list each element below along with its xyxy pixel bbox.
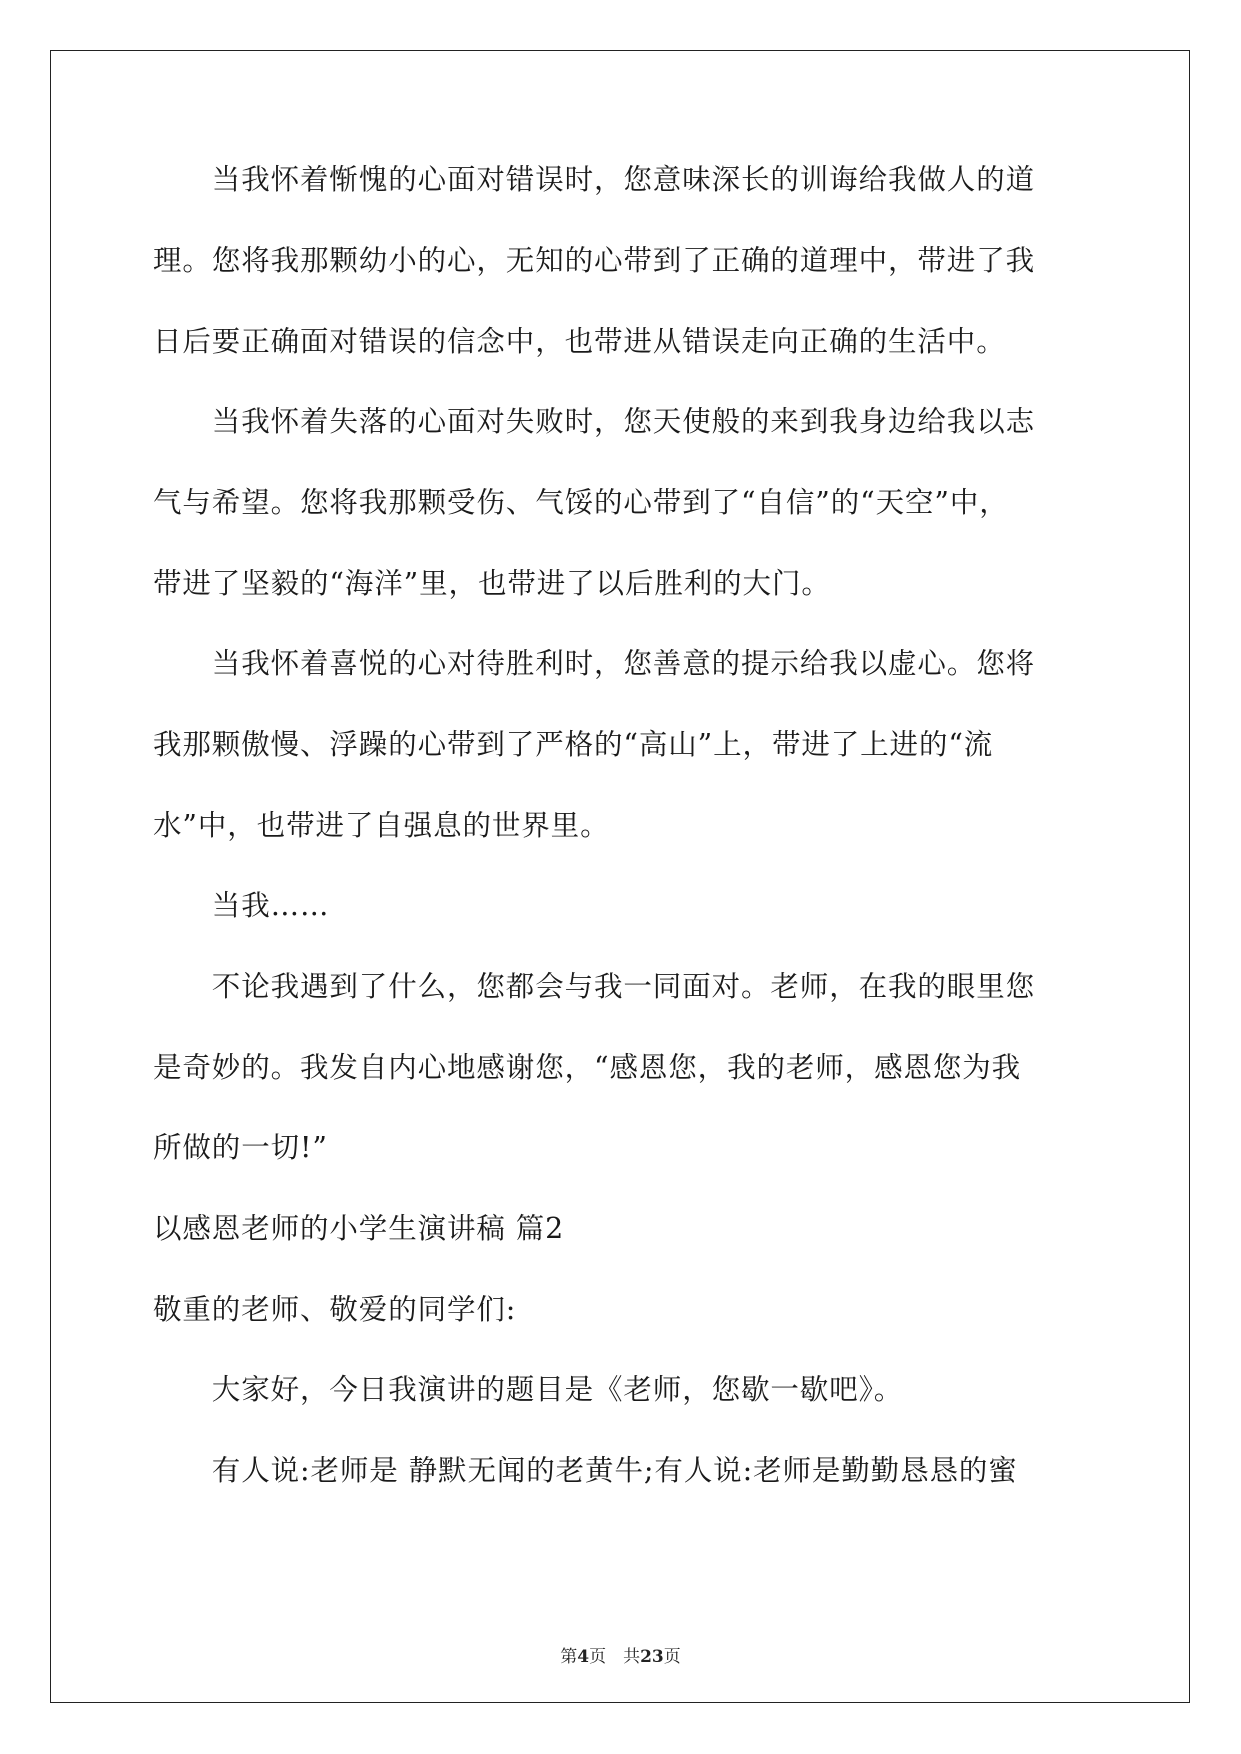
text-line: 是奇妙的。我发自内心地感谢您，“感恩您，我的老师，感恩您为我 bbox=[153, 1051, 1022, 1084]
section-heading: 以感恩老师的小学生演讲稿 篇2 bbox=[153, 1212, 565, 1245]
page-number-footer bbox=[0, 1645, 1241, 1669]
text-line: 当我怀着失落的心面对失败时，您天使般的来到我身边给我以志 bbox=[153, 405, 1036, 438]
text-line: 当我怀着喜悦的心对待胜利时，您善意的提示给我以虚心。您将 bbox=[153, 647, 1036, 680]
text-line: 理。您将我那颗幼小的心，无知的心带到了正确的道理中，带进了我 bbox=[153, 244, 1036, 277]
text-line: 当我怀着惭愧的心面对错误时，您意味深长的训诲给我做人的道 bbox=[153, 163, 1036, 196]
page-suffix: 页 bbox=[663, 1647, 681, 1667]
text-line: 水”中，也带进了自强息的世界里。 bbox=[153, 809, 610, 842]
page-prefix: 第 bbox=[560, 1647, 578, 1667]
text-line: 气与希望。您将我那颗受伤、气馁的心带到了“自信”的“天空”中， bbox=[153, 486, 1009, 519]
text-line: 当我…… bbox=[153, 889, 330, 922]
text-line: 有人说:老师是 静默无闻的老黄牛;有人说:老师是勤勤恳恳的蜜 bbox=[153, 1454, 1018, 1487]
text-line: 大家好，今日我演讲的题目是《老师，您歇一歇吧》。 bbox=[153, 1373, 904, 1406]
text-line: 所做的一切!” bbox=[153, 1131, 328, 1164]
text-line: 我那颗傲慢、浮躁的心带到了严格的“高山”上，带进了上进的“流 bbox=[153, 728, 994, 761]
page-total: 23 bbox=[640, 1647, 664, 1667]
text-line: 带进了坚毅的“海洋”里，也带进了以后胜利的大门。 bbox=[153, 567, 831, 600]
text-line: 不论我遇到了什么，您都会与我一同面对。老师，在我的眼里您 bbox=[153, 970, 1036, 1003]
page-mid: 页 共 bbox=[589, 1647, 641, 1667]
page-current: 4 bbox=[577, 1647, 590, 1667]
text-line: 日后要正确面对错误的信念中，也带进从错误走向正确的生活中。 bbox=[153, 325, 1006, 358]
salutation: 敬重的老师、敬爱的同学们: bbox=[153, 1293, 517, 1326]
